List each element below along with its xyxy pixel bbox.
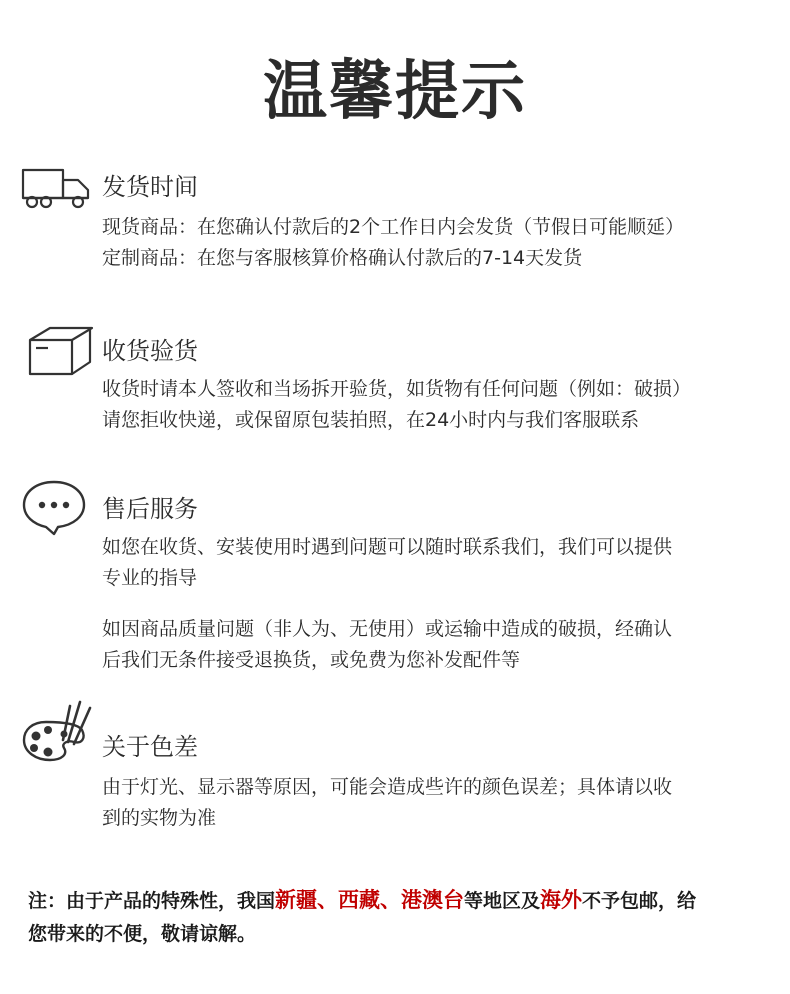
page-title: 温馨提示 (263, 55, 527, 129)
section-text (102, 532, 762, 594)
chat-bubble-icon (20, 478, 94, 538)
section-heading: 售后服务 (102, 495, 198, 523)
truck-icon (20, 160, 94, 220)
note-text: 不予包邮，给 (582, 890, 697, 912)
text-line: 定制商品：在您与客服核算价格确认付款后的7-14天发货 (102, 247, 583, 269)
section-heading: 发货时间 (102, 173, 198, 201)
text-line: 收货时请本人签收和当场拆开验货，如货物有任何问题（例如：破损） (102, 378, 692, 400)
text-line: 由于灯光、显示器等原因，可能会造成些许的颜色误差；具体请以收 (102, 776, 673, 798)
section-text (102, 212, 762, 274)
section-text (102, 374, 762, 436)
palette-icon (20, 696, 94, 766)
note-text: 您带来的不便，敬请谅解。 (28, 923, 257, 945)
note-text: 注：由于产品的特殊性，我国 (28, 890, 276, 912)
text-line: 如因商品质量问题（非人为、无使用）或运输中造成的破损，经确认 (102, 618, 673, 640)
note-highlight-overseas: 海外 (540, 888, 583, 912)
text-line: 专业的指导 (102, 567, 198, 589)
section-heading: 收货验货 (102, 337, 198, 365)
text-line: 后我们无条件接受退换货，或免费为您补发配件等 (102, 649, 521, 671)
section-text (102, 772, 762, 834)
note-highlight-regions: 新疆、西藏、港澳台 (275, 888, 465, 912)
text-line: 请您拒收快递，或保留原包装拍照，在24小时内与我们客服联系 (102, 409, 640, 431)
note-text: 等地区及 (464, 890, 541, 912)
box-icon (20, 322, 94, 382)
shipping-note (28, 884, 768, 951)
text-line: 到的实物为准 (102, 807, 217, 829)
text-line: 现货商品：在您确认付款后的2个工作日内会发货（节假日可能顺延） (102, 216, 685, 238)
text-line: 如您在收货、安装使用时遇到问题可以随时联系我们，我们可以提供 (102, 536, 673, 558)
section-heading: 关于色差 (102, 733, 198, 761)
section-text-2 (102, 614, 762, 676)
